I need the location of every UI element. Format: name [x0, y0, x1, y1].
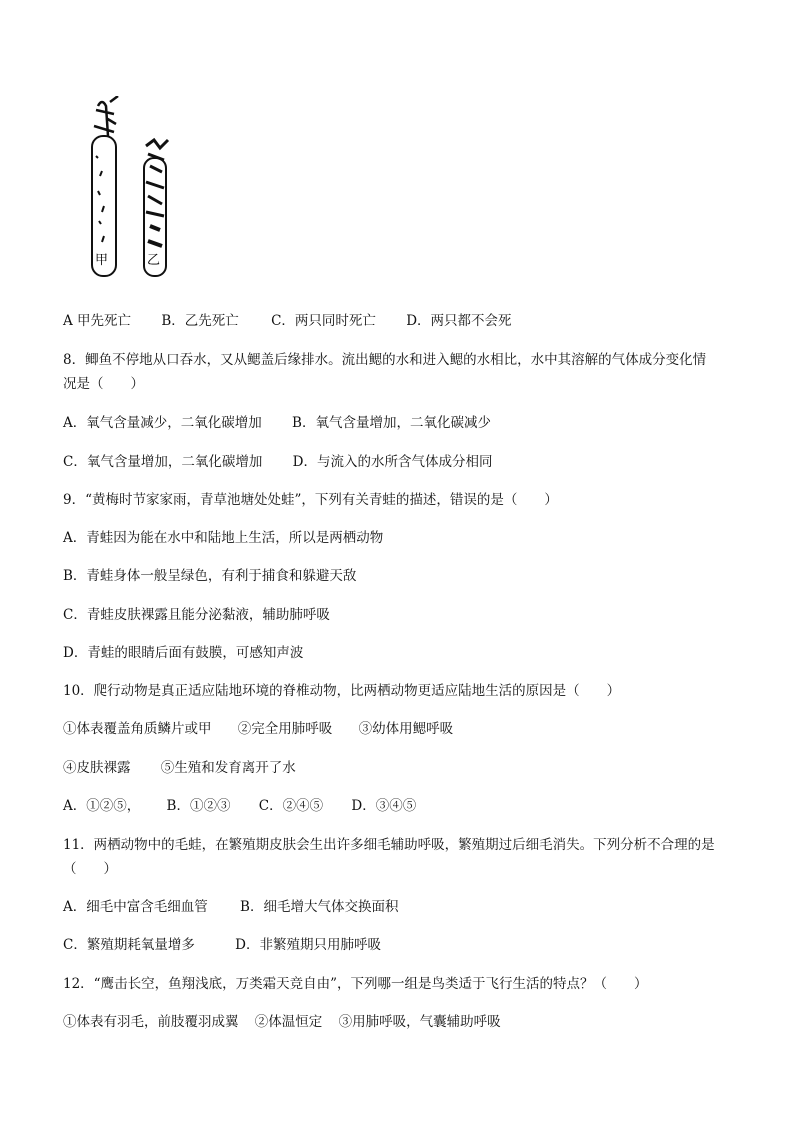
- q12-item-2: ②体温恒定: [254, 1014, 323, 1030]
- test-tubes-figure: [84, 96, 184, 286]
- q8-option-d: D．与流入的水所含气体成分相同: [292, 454, 493, 470]
- q10-item-1: ①体表覆盖角质鳞片或甲: [63, 721, 212, 737]
- q9-stem: 9．“黄梅时节家家雨，青草池塘处处蛙”，下列有关青蛙的描述，错误的是（ ）: [63, 492, 558, 508]
- q10-items-line2: [63, 759, 296, 777]
- q8-option-c: C．氧气含量增加，二氧化碳增加: [63, 454, 263, 470]
- q11-stem-line1: 11．两栖动物中的毛蛙，在繁殖期皮肤会生出许多细毛辅助呼吸，繁殖期过后细毛消失。下列分析不合理的是: [63, 837, 715, 853]
- tube-yi-label: 乙: [147, 253, 161, 268]
- q11-options-row1: [63, 898, 398, 916]
- q8-options-row1: [63, 414, 491, 432]
- q10-stem: 10．爬行动物是真正适应陆地环境的脊椎动物，比两栖动物更适应陆地生活的原因是（ ）: [63, 683, 621, 699]
- tube-jia-label: 甲: [95, 253, 109, 268]
- q10-option-c: C．②④⑤: [258, 798, 324, 814]
- q7-option-d: D．两只都不会死: [406, 313, 512, 329]
- q10-item-2: ②完全用肺呼吸: [237, 721, 333, 737]
- q8-options-row2: [63, 453, 492, 471]
- q11-option-a: A．细毛中富含毛细血管: [63, 899, 208, 915]
- q10-items-line1: [63, 720, 453, 738]
- q11-options-row2: [63, 936, 381, 954]
- q9-option-c: C．青蛙皮肤裸露且能分泌黏液，辅助肺呼吸: [63, 607, 330, 623]
- q10-item-4: ④皮肤裸露: [63, 760, 131, 776]
- q12-stem: 12．“鹰击长空，鱼翔浅底，万类霜天竞自由”，下列哪一组是鸟类适于飞行生活的特点？（ ）: [63, 976, 648, 992]
- q8-stem-line1: 8．鲫鱼不停地从口吞水，又从鳃盖后缘排水。流出鳃的水和进入鳃的水相比，水中其溶解的气体成分变化情: [63, 352, 707, 368]
- q9-option-b: B．青蛙身体一般呈绿色，有利于捕食和躲避天敌: [63, 568, 357, 584]
- q12-item-1: ①体表有羽毛，前肢覆羽成翼: [63, 1014, 239, 1030]
- q9-option-d: D．青蛙的眼睛后面有鼓膜，可感知声波: [63, 645, 304, 661]
- q11-option-d: D．非繁殖期只用肺呼吸: [235, 937, 381, 953]
- q8-option-a: A．氧气含量减少，二氧化碳增加: [63, 415, 262, 431]
- q11-option-b: B．细毛增大气体交换面积: [240, 899, 399, 915]
- q10-options: [63, 797, 416, 815]
- q12-items-line1: [63, 1013, 501, 1031]
- q9-option-a: A．青蛙因为能在水中和陆地上生活，所以是两栖动物: [63, 530, 384, 546]
- tube-jia: [92, 96, 118, 276]
- q10-option-a: A．①②⑤，: [63, 798, 141, 814]
- q7-options: [63, 312, 512, 330]
- q7-option-b: B．乙先死亡: [161, 313, 239, 329]
- q8-stem-line2: 况是（ ）: [63, 376, 144, 392]
- q8-option-b: B．氧气含量增加，二氧化碳减少: [292, 415, 491, 431]
- q7-option-c: C．两只同时死亡: [271, 313, 376, 329]
- q12-item-3: ③用肺呼吸，气囊辅助呼吸: [338, 1014, 501, 1030]
- q10-item-5: ⑤生殖和发育离开了水: [160, 760, 296, 776]
- q11-stem-line2: （ ）: [63, 861, 117, 877]
- q10-item-3: ③幼体用鳃呼吸: [358, 721, 454, 737]
- q10-option-d: D．③④⑤: [351, 798, 417, 814]
- q10-option-b: B．①②③: [166, 798, 231, 814]
- q11-option-c: C．繁殖期耗氧量增多: [63, 937, 195, 953]
- q7-option-a: A 甲先死亡: [63, 313, 132, 329]
